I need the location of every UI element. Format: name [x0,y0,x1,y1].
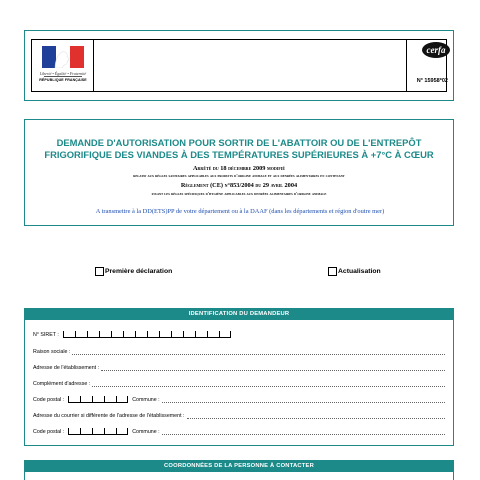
code-postal2-row [33,426,445,435]
siret-label: N° SIRET : [33,332,59,338]
commune-field[interactable] [162,397,445,403]
complement-label: Complément d'adresse : [33,381,91,387]
update-option[interactable] [328,267,381,276]
header-table [31,39,447,92]
marianne-icon [42,46,84,68]
reglement-desc: fixant les règles spécifiques d'hygiène applicables aux denrées alimentaires d'origine animale [151,191,327,196]
title-frame [24,119,454,226]
complement-row [33,378,445,387]
republic-label: RÉPUBLIQUE FRANÇAISE [39,78,87,82]
raison-sociale-row [33,346,445,355]
siret-input[interactable] [63,331,231,338]
code-postal2-label: Code postal : [33,429,65,435]
commune-label: Commune : [132,397,160,403]
cerfa-number: N° 15958*02 [416,78,448,84]
identification-heading: IDENTIFICATION DU DEMANDEUR [25,309,453,320]
republic-logo [32,40,94,91]
first-declaration-option[interactable] [95,267,172,276]
update-checkbox[interactable] [328,267,337,276]
first-declaration-label: Première déclaration [105,268,173,275]
update-label: Actualisation [338,268,381,275]
raison-sociale-field[interactable] [72,349,445,355]
complement-field[interactable] [92,381,445,387]
arrete-desc: relatif aux règles sanitaires applicables aux produits d'origine animale et aux denrées alimentaires en contenant [133,173,345,178]
siret-row [33,329,445,338]
identification-section [24,308,454,446]
code-postal-label: Code postal : [33,397,65,403]
courrier-label: Adresse du courrier si différente de l'adresse de l'établissement : [33,413,185,419]
reglement-ref: Règlement (CE) n°853/2004 du 29 avril 2004 [180,182,298,189]
form-title-line2: FRIGORIFIQUE DES VIANDES À DES TEMPÉRATURES SUPÉRIEURES À +7°C À CŒUR [44,149,434,160]
first-declaration-checkbox[interactable] [95,267,104,276]
contact-section [24,460,454,480]
code-postal-row [33,394,445,403]
cerfa-logo: cerfa [422,42,450,58]
contact-heading: COORDONNÉES DE LA PERSONNE À CONTACTER [25,461,453,472]
form-title-line1: DEMANDE D'AUTORISATION POUR SORTIR DE L'ABATTOIR OU DE L'ENTREPÔT [56,137,422,148]
header-middle-cell [95,40,407,91]
courrier-field[interactable] [187,413,446,419]
arrete-ref: Arrêté du 18 décembre 2009 modifié [193,165,285,172]
adresse-label: Adresse de l'établissement : [33,365,100,371]
commune2-label: Commune : [132,429,160,435]
logo-divider [44,76,82,77]
commune2-field[interactable] [162,429,445,435]
adresse-field[interactable] [101,365,445,371]
motto: Liberté • Égalité • Fraternité [39,71,87,76]
courrier-row [33,410,445,419]
code-postal-input[interactable] [68,396,128,403]
adresse-row [33,362,445,371]
header-frame [24,30,454,101]
submission-note: A transmettre à la DD(ETS)PP de votre département ou à la DAAF (dans les départements et région d'outre mer) [95,208,385,215]
raison-sociale-label: Raison sociale : [33,349,71,355]
code-postal2-input[interactable] [68,428,128,435]
form-title [25,137,453,161]
